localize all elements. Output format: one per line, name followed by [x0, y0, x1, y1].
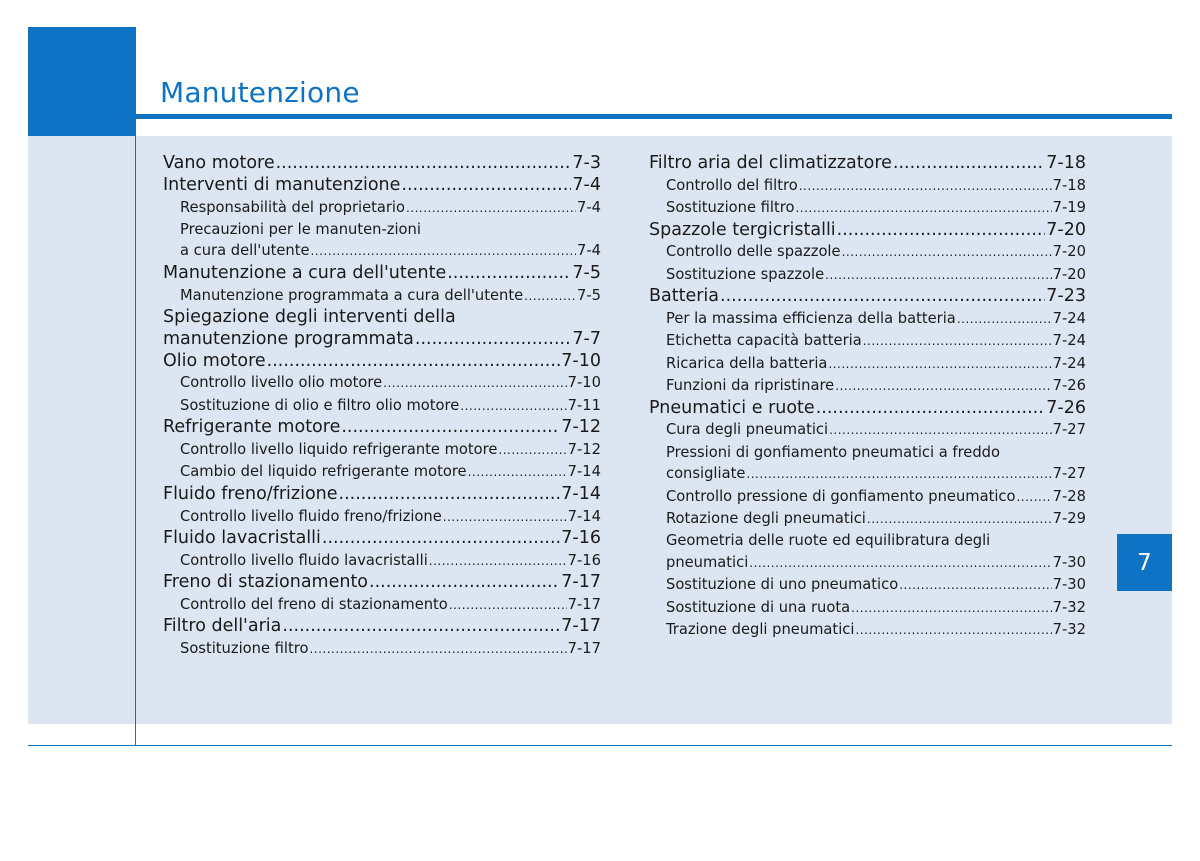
dot-leader	[309, 638, 566, 660]
toc-entry-label: Ricarica della batteria	[666, 354, 828, 372]
dot-leader	[835, 375, 1051, 397]
toc-entry-label: Geometria delle ruote ed equilibratura degli	[666, 532, 991, 550]
dot-leader	[524, 285, 576, 307]
toc-entry-label: Manutenzione a cura dell'utente	[163, 262, 447, 283]
toc-entry[interactable]	[649, 330, 1086, 352]
toc-entry[interactable]	[163, 550, 601, 572]
toc-entry[interactable]	[649, 153, 1086, 175]
toc-entry-continuation	[649, 442, 1086, 463]
toc-entry-page: 7-17	[567, 640, 601, 658]
toc-entry-label: Filtro dell'aria	[163, 616, 282, 637]
toc-entry[interactable]	[649, 574, 1086, 596]
dot-leader	[322, 528, 560, 550]
toc-column-right	[649, 153, 1086, 642]
toc-entry[interactable]	[649, 597, 1086, 619]
toc-entry-label: Cura degli pneumatici	[666, 421, 829, 439]
toc-entry-page: 7-32	[1052, 598, 1086, 616]
toc-entry-label: Olio motore	[163, 350, 266, 371]
toc-entry[interactable]	[649, 241, 1086, 263]
toc-entry-label: Rotazione degli pneumatici	[666, 510, 866, 528]
dot-leader	[447, 263, 571, 285]
toc-entry[interactable]	[163, 153, 601, 175]
toc-entry-page: 7-4	[577, 198, 601, 216]
toc-entry-page: 7-19	[1052, 199, 1086, 217]
toc-entry-page: 7-12	[561, 417, 601, 438]
toc-entry-label: Controllo del filtro	[666, 176, 798, 194]
dot-leader	[383, 372, 567, 394]
toc-entry-label: Interventi di manutenzione	[163, 174, 401, 195]
dot-leader	[720, 286, 1045, 308]
dot-leader	[828, 353, 1051, 375]
toc-entry[interactable]	[163, 506, 601, 528]
toc-entry-page: 7-14	[567, 463, 601, 481]
dot-leader	[429, 550, 567, 572]
toc-entry-page: 7-20	[1052, 265, 1086, 283]
toc-entry[interactable]	[163, 197, 601, 219]
dot-leader	[863, 330, 1052, 352]
toc-entry-page: 7-30	[1052, 553, 1086, 571]
dot-leader	[899, 574, 1051, 596]
toc-entry[interactable]	[649, 286, 1086, 308]
chapter-tab[interactable]: 7	[1117, 534, 1172, 591]
toc-entry[interactable]	[649, 175, 1086, 197]
toc-entry-page: 7-16	[561, 528, 601, 549]
toc-entry[interactable]	[649, 486, 1086, 508]
toc-entry[interactable]	[163, 572, 601, 594]
dot-leader	[498, 439, 566, 461]
toc-entry-continuation	[649, 530, 1086, 551]
toc-entry-label: Controllo del freno di stazionamento	[180, 596, 448, 614]
dot-leader	[311, 240, 576, 262]
margin-rule	[135, 136, 136, 746]
toc-entry-label: Sostituzione filtro	[180, 640, 309, 658]
toc-entry-page: 7-12	[567, 441, 601, 459]
toc-entry-label: Sostituzione di olio e filtro olio motore	[180, 396, 460, 414]
toc-entry-page: 7-27	[1052, 421, 1086, 439]
dot-leader	[893, 153, 1045, 175]
toc-entry[interactable]	[163, 484, 601, 506]
dot-leader	[443, 506, 567, 528]
toc-entry-label: Cambio del liquido refrigerante motore	[180, 463, 467, 481]
toc-entry-page: 7-23	[1046, 286, 1086, 307]
dot-leader	[369, 572, 560, 594]
toc-entry-label: pneumatici	[666, 553, 749, 571]
toc-entry-label: Controllo livello liquido refrigerante motore	[180, 441, 498, 459]
toc-entry-label: Controllo livello olio motore	[180, 374, 383, 392]
toc-entry[interactable]	[163, 372, 601, 394]
toc-entry[interactable]	[649, 353, 1086, 375]
toc-entry-page: 7-3	[572, 153, 601, 173]
dot-leader	[825, 264, 1052, 286]
toc-entry-continuation	[163, 307, 601, 329]
toc-entry-label: Refrigerante motore	[163, 417, 341, 438]
toc-entry-label: Pressioni di gonfiamento pneumatici a freddo	[666, 443, 1000, 461]
dot-leader	[406, 197, 576, 219]
toc-entry[interactable]	[649, 375, 1086, 397]
toc-entry[interactable]	[163, 417, 601, 439]
toc-entry-page: 7-30	[1052, 576, 1086, 594]
toc-entry-page: 7-24	[1052, 332, 1086, 350]
dot-leader	[799, 175, 1052, 197]
dot-leader	[867, 508, 1052, 530]
toc-entry-page: 7-16	[567, 551, 601, 569]
dot-leader	[276, 153, 572, 175]
dot-leader	[267, 351, 561, 373]
toc-entry-label: Funzioni da ripristinare	[666, 377, 835, 395]
toc-entry-label: Precauzioni per le manuten-zioni	[180, 221, 421, 238]
dot-leader	[1016, 486, 1051, 508]
toc-entry[interactable]	[649, 220, 1086, 242]
toc-entry-page: 7-10	[567, 374, 601, 392]
toc-entry-label: Spazzole tergicristalli	[649, 219, 836, 240]
toc-entry-page: 7-18	[1052, 176, 1086, 194]
dot-leader	[795, 197, 1051, 219]
toc-entry-page: 7-4	[577, 242, 601, 260]
dot-leader	[282, 616, 560, 638]
toc-entry-label: Filtro aria del climatizzatore	[649, 153, 892, 173]
toc-entry[interactable]	[163, 240, 601, 262]
dot-leader	[855, 619, 1051, 641]
toc-entry-continuation	[163, 219, 601, 240]
toc-entry[interactable]	[649, 552, 1086, 574]
toc-entry-page: 7-27	[1052, 465, 1086, 483]
dot-leader	[401, 175, 571, 197]
toc-entry-page: 7-4	[572, 174, 601, 195]
toc-entry-page: 7-14	[567, 507, 601, 525]
toc-entry-label: Controllo delle spazzole	[666, 243, 841, 261]
toc-entry-page: 7-5	[572, 262, 601, 283]
toc-entry-label: Sostituzione di uno pneumatico	[666, 576, 899, 594]
dot-leader	[957, 308, 1052, 330]
dot-leader	[842, 241, 1052, 263]
toc-entry-label: Controllo livello fluido freno/frizione	[180, 507, 442, 525]
toc-entry-label: Sostituzione filtro	[666, 199, 795, 217]
toc-entry[interactable]	[649, 308, 1086, 330]
dot-leader	[837, 220, 1046, 242]
header-color-block	[28, 27, 136, 136]
toc-entry[interactable]	[163, 461, 601, 483]
dot-leader	[851, 597, 1052, 619]
toc-entry-label: manutenzione programmata	[163, 328, 414, 349]
toc-entry[interactable]	[163, 616, 601, 638]
toc-entry-label: consigliate	[666, 465, 746, 483]
page-title: Manutenzione	[160, 76, 360, 109]
toc-entry-page: 7-17	[561, 572, 601, 593]
toc-entry-label: Vano motore	[163, 153, 275, 173]
toc-entry-label: Batteria	[649, 286, 719, 307]
dot-leader	[415, 329, 572, 351]
toc-entry[interactable]	[649, 264, 1086, 286]
dot-leader	[460, 395, 566, 417]
toc-entry-label: Controllo pressione di gonfiamento pneumatico	[666, 487, 1016, 505]
toc-entry-page: 7-11	[567, 396, 601, 414]
toc-entry-page: 7-32	[1052, 621, 1086, 639]
toc-entry[interactable]	[163, 638, 601, 660]
toc-entry-label: Manutenzione programmata a cura dell'utente	[180, 286, 524, 304]
toc-entry-page: 7-26	[1046, 397, 1086, 418]
toc-entry[interactable]	[649, 398, 1086, 420]
toc-entry-label: Fluido freno/frizione	[163, 483, 338, 504]
toc-entry-page: 7-26	[1052, 377, 1086, 395]
toc-entry[interactable]	[163, 329, 601, 351]
toc-entry-page: 7-28	[1052, 487, 1086, 505]
toc-entry[interactable]	[649, 197, 1086, 219]
toc-entry-label: Trazione degli pneumatici	[666, 621, 855, 639]
toc-entry[interactable]	[163, 285, 601, 307]
toc-entry-page: 7-24	[1052, 310, 1086, 328]
toc-entry-page: 7-20	[1046, 219, 1086, 240]
toc-entry-page: 7-10	[561, 350, 601, 371]
toc-entry-label: Freno di stazionamento	[163, 572, 369, 593]
toc-entry-label: Sostituzione spazzole	[666, 265, 825, 283]
toc-entry[interactable]	[163, 395, 601, 417]
toc-entry[interactable]	[649, 508, 1086, 530]
toc-entry[interactable]	[649, 463, 1086, 485]
dot-leader	[749, 552, 1051, 574]
toc-entry-label: Per la massima efficienza della batteria	[666, 310, 956, 328]
toc-entry-page: 7-14	[561, 483, 601, 504]
dot-leader	[829, 419, 1052, 441]
dot-leader	[339, 484, 561, 506]
toc-entry[interactable]	[163, 175, 601, 197]
toc-entry-label: Spiegazione degli interventi della	[163, 307, 456, 328]
title-rule	[136, 114, 1172, 119]
toc-entry[interactable]	[649, 619, 1086, 641]
toc-entry-label: Responsabilità del proprietario	[180, 198, 405, 216]
toc-entry-label: Pneumatici e ruote	[649, 397, 815, 418]
toc-entry-label: Sostituzione di una ruota	[666, 598, 851, 616]
dot-leader	[816, 398, 1046, 420]
dot-leader	[341, 417, 560, 439]
toc-entry-page: 7-7	[572, 328, 601, 349]
dot-leader	[468, 461, 567, 483]
toc-entry-label: a cura dell'utente	[180, 242, 310, 260]
toc-entry-page: 7-17	[561, 616, 601, 637]
toc-entry-label: Fluido lavacristalli	[163, 528, 321, 549]
toc-entry-page: 7-18	[1046, 153, 1086, 173]
bottom-rule	[28, 745, 1172, 746]
toc-entry[interactable]	[163, 528, 601, 550]
toc-entry[interactable]	[163, 351, 601, 373]
toc-entry-page: 7-17	[567, 596, 601, 614]
toc-entry-page: 7-29	[1052, 510, 1086, 528]
toc-entry-page: 7-24	[1052, 354, 1086, 372]
toc-entry-page: 7-5	[577, 286, 601, 304]
dot-leader	[746, 463, 1051, 485]
toc-entry[interactable]	[649, 419, 1086, 441]
toc-entry-page: 7-20	[1052, 243, 1086, 261]
toc-entry[interactable]	[163, 594, 601, 616]
toc-entry-label: Etichetta capacità batteria	[666, 332, 862, 350]
dot-leader	[449, 594, 567, 616]
toc-column-left	[163, 153, 601, 661]
toc-entry-label: Controllo livello fluido lavacristalli	[180, 551, 428, 569]
toc-entry[interactable]	[163, 263, 601, 285]
toc-entry[interactable]	[163, 439, 601, 461]
